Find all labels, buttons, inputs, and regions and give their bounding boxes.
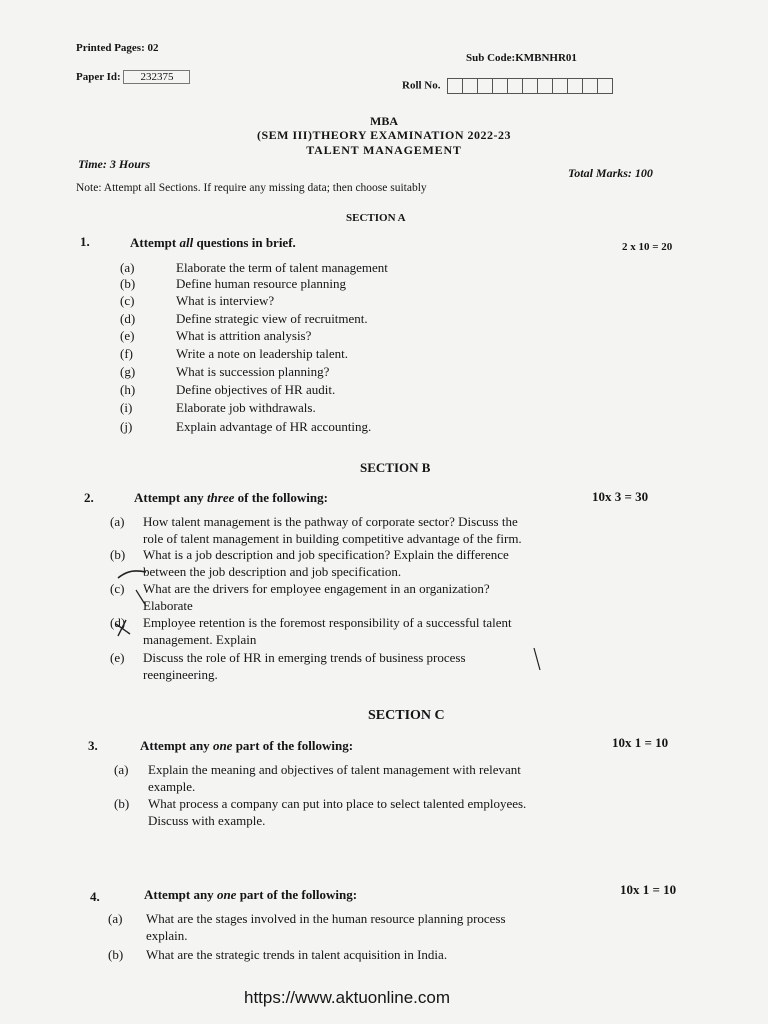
section-b-item-line1: Discuss the role of HR in emerging trends of business process <box>143 650 466 665</box>
q4-item-label: (b) <box>108 947 124 962</box>
section-b-item-label: (c) <box>110 581 125 596</box>
paper-id-value: 232375 <box>123 70 190 84</box>
section-b-item-line2: between the job description and job specification. <box>143 564 402 579</box>
section-b-item-line1: How talent management is the pathway of corporate sector? Discuss the <box>143 514 518 529</box>
roll-no-label: Roll No. <box>402 79 441 92</box>
section-b-item-line2: role of talent management in building competitive advantage of the firm. <box>143 531 522 546</box>
q3-number: 3. <box>88 738 98 753</box>
section-a-item-text: Define human resource planning <box>176 276 347 291</box>
title-program: MBA <box>370 114 398 128</box>
section-b-item-line2: Elaborate <box>143 598 193 613</box>
q4-item-label: (a) <box>108 911 123 926</box>
q3-item-label: (b) <box>114 796 130 811</box>
section-b-item-line2: reengineering. <box>143 667 218 682</box>
section-a-item-text: Elaborate the term of talent management <box>176 260 388 275</box>
section-a-item-text: What is succession planning? <box>176 364 330 379</box>
q3-item-line1: What process a company can put into place to select talented employees. <box>148 796 527 811</box>
q4-item-line2: explain. <box>146 928 188 943</box>
section-a-item-text: Write a note on leadership talent. <box>176 346 349 361</box>
section-a-item-label: (a) <box>120 260 135 275</box>
q3-item-label: (a) <box>114 762 129 777</box>
q4-item-line1: What are the strategic trends in talent acquisition in India. <box>146 947 448 962</box>
section-a-item-label: (h) <box>120 382 136 397</box>
section-a-item-label: (b) <box>120 276 136 291</box>
q4-number: 4. <box>90 889 100 904</box>
section-a-item-text: Elaborate job withdrawals. <box>176 400 316 415</box>
section-a-item-text: What is attrition analysis? <box>176 328 312 343</box>
sub-code: Sub Code:KMBNHR01 <box>466 52 577 64</box>
section-a-item-text: Define strategic view of recruitment. <box>176 311 368 326</box>
section-b-item-label: (a) <box>110 514 125 529</box>
section-b-item-line2: management. Explain <box>143 632 257 647</box>
section-a-item-label: (f) <box>120 346 133 361</box>
section-b-item-label: (b) <box>110 547 126 562</box>
paper-id-label: Paper Id: <box>76 71 121 83</box>
q1-marks: 2 x 10 = 20 <box>622 241 673 253</box>
section-b-item-line1: What is a job description and job specification? Explain the difference <box>143 547 509 562</box>
q4-item-line1: What are the stages involved in the human resource planning process <box>146 911 506 926</box>
q3-marks: 10x 1 = 10 <box>612 735 669 750</box>
printed-pages: Printed Pages: 02 <box>76 42 159 54</box>
q2-marks: 10x 3 = 30 <box>592 489 649 504</box>
section-c-heading: SECTION C <box>368 708 445 723</box>
section-b-item-label: (e) <box>110 650 125 665</box>
q1-number: 1. <box>80 234 90 249</box>
q3-item-line2: Discuss with example. <box>148 813 266 828</box>
section-a-item-label: (j) <box>120 419 133 434</box>
q2-number: 2. <box>84 490 94 505</box>
section-a-item-text: Define objectives of HR audit. <box>176 382 336 397</box>
q2-instruction: Attempt any three of the following: <box>134 490 328 505</box>
time-allowed: Time: 3 Hours <box>78 157 151 171</box>
section-b-item-label: (d) <box>110 615 126 630</box>
q3-item-line2: example. <box>148 779 196 794</box>
title-subject: TALENT MANAGEMENT <box>306 143 462 157</box>
section-a-item-text: What is interview? <box>176 293 275 308</box>
q4-instruction: Attempt any one part of the following: <box>144 887 358 902</box>
section-a-item-label: (e) <box>120 328 135 343</box>
q1-instruction: Attempt all questions in brief. <box>130 235 296 250</box>
q4-marks: 10x 1 = 10 <box>620 882 677 897</box>
section-b-item-line1: What are the drivers for employee engagement in an organization? <box>143 581 490 596</box>
section-b-item-line1: Employee retention is the foremost responsibility of a successful talent <box>143 615 512 630</box>
total-marks: Total Marks: 100 <box>568 166 653 180</box>
q3-item-line1: Explain the meaning and objectives of talent management with relevant <box>148 762 521 777</box>
section-a-heading: SECTION A <box>346 212 406 224</box>
section-a-item-label: (c) <box>120 293 135 308</box>
section-a-item-label: (i) <box>120 400 133 415</box>
footer-url[interactable]: https://www.aktuonline.com <box>244 988 450 1007</box>
note: Note: Attempt all Sections. If require any missing data; then choose suitably <box>76 182 427 194</box>
section-a-item-text: Explain advantage of HR accounting. <box>176 419 372 434</box>
q3-instruction: Attempt any one part of the following: <box>140 738 354 753</box>
section-a-item-label: (d) <box>120 311 136 326</box>
title-exam: (SEM III)THEORY EXAMINATION 2022-23 <box>256 128 512 142</box>
section-a-item-label: (g) <box>120 364 136 379</box>
section-b-heading: SECTION B <box>360 460 431 475</box>
